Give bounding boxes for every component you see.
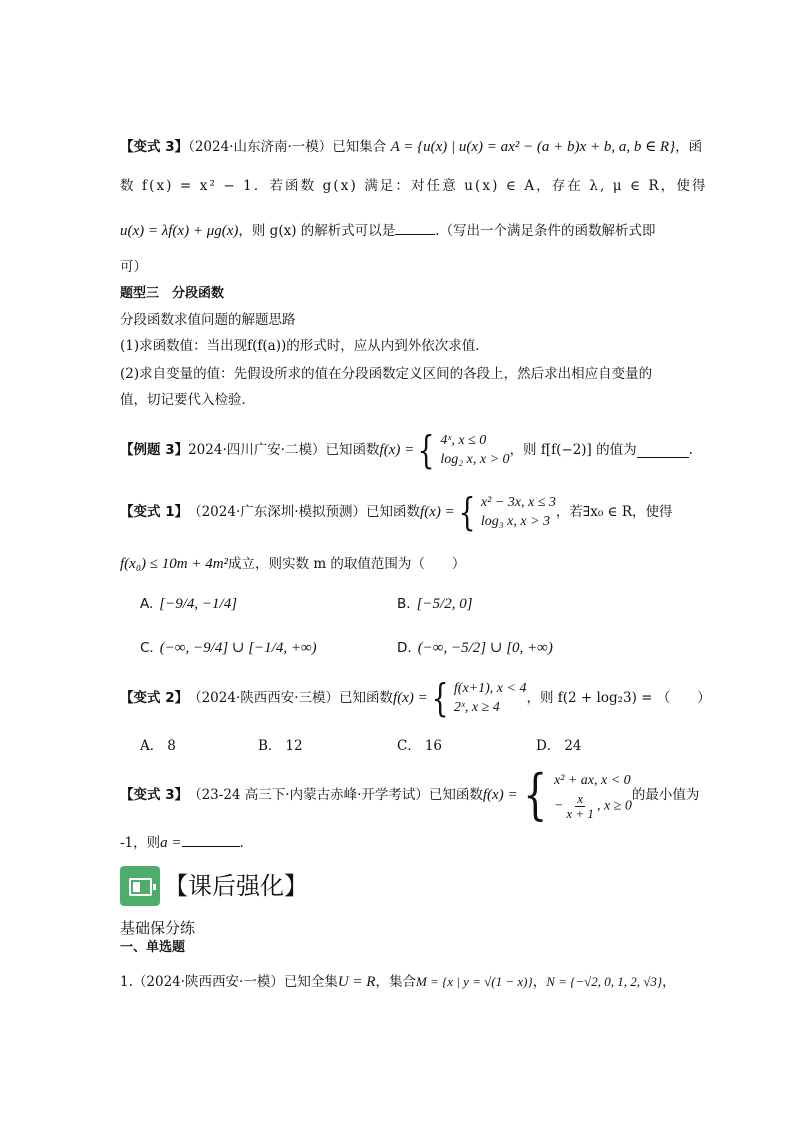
variant1-line2 [120, 554, 465, 574]
problem-text: ，若∃x₀ ∈ R，使得 [555, 504, 673, 520]
answer-blank[interactable] [182, 832, 240, 847]
option-text: 8 [167, 738, 176, 754]
problem-text: 已知函数 [428, 787, 483, 803]
case-2: log₂ x, x > 0 [440, 452, 510, 467]
problem-text: ，则 g(x) 的解析式可以是 [238, 223, 396, 239]
variant3-line1 [120, 137, 702, 157]
problem-text: -1，则 [120, 835, 161, 851]
option-d[interactable] [397, 638, 553, 658]
option-text: 16 [424, 738, 443, 754]
problem-text: . [239, 835, 244, 851]
variant2 [120, 678, 711, 718]
case-1: 4ˣ, x ≤ 0 [440, 433, 487, 448]
set-m: M = {x | y = √(1 − x)} [415, 974, 533, 989]
option-text: [−9/4, −1/4] [159, 596, 238, 612]
source-note: （2024·陕西西安·三模） [188, 690, 340, 706]
question-number: 1. [120, 974, 133, 990]
option-text: (−∞, −9/4] ∪ [−1/4, +∞) [159, 640, 317, 656]
problem-text: 已知全集 [283, 974, 338, 990]
equation: u(x) = λf(x) + μg(x) [120, 223, 239, 239]
option-label: D． [536, 738, 561, 754]
source-note: （2024·广东深圳·模拟预测） [188, 504, 367, 520]
variant3-line2 [120, 176, 708, 196]
function-lhs: f(x) = [420, 504, 455, 520]
variant3-line4 [120, 257, 147, 277]
problem-text: ， [532, 974, 547, 990]
option-a[interactable] [140, 736, 176, 756]
variant3-line3 [120, 220, 656, 241]
fraction-numerator: x [577, 790, 584, 806]
piecewise: { f(x+1), x < 4 2ˣ, x ≥ 4 [431, 676, 527, 720]
question-1 [120, 972, 676, 992]
variant-tag: 【变式 3】 [120, 139, 189, 155]
paragraph: 值，切记要代入检验． [120, 392, 255, 408]
option-label: A. [140, 596, 154, 612]
option-a[interactable] [140, 594, 237, 614]
variable-a: a = [160, 835, 182, 851]
fraction-denominator: x + 1 [566, 805, 594, 821]
problem-text: 已知函数 [325, 442, 380, 458]
paragraph: (2)求自变量的值：先假设所求的值在分段函数定义区间的各段上，然后求出相应自变量的 [120, 366, 653, 382]
function-lhs: f(x) = [482, 787, 518, 803]
section-title: 【课后强化】 [164, 872, 308, 900]
problem-text: ，则 f(2 + log₂3) = （ ） [526, 690, 711, 706]
example3: 【例题 3】 2024·四川广安·二模） 已知函数 f(x) = { 4ˣ, x ≤ 0 log₂ x, x > 0 ，则 f[f(−2)] 的值为 . [120, 428, 693, 472]
option-b[interactable] [258, 736, 303, 756]
function-lhs: f(x) = [393, 690, 428, 706]
problem-text: ，集合 [375, 974, 416, 990]
variant-tag: 【变式 2】 [120, 690, 189, 706]
battery-icon [129, 878, 152, 896]
source-note: 2024·四川广安·二模） [188, 442, 326, 458]
problem-text: 可） [120, 259, 147, 275]
piecewise: { x² − 3x, x ≤ 3 log₃ x, x > 3 [458, 490, 556, 534]
option-text: 12 [285, 738, 303, 754]
problem-text: 已知集合 [332, 139, 387, 155]
problem-text: 数 f(x) = x² − 1．若函数 g(x) 满足：对任意 u(x) ∈ A，存在 λ, μ ∈ R，使得 [120, 178, 708, 194]
option-text: (−∞, −5/2] ∪ [0, +∞) [417, 640, 553, 656]
option-d[interactable] [536, 736, 582, 756]
answer-blank[interactable] [395, 220, 435, 235]
option-text: 24 [564, 738, 582, 754]
source-note: （2024·陕西西安·一模） [132, 974, 284, 990]
paragraph: (1)求函数值：当出现f(f(a))的形式时，应从内到外依次求值． [120, 338, 489, 354]
option-label: B． [258, 738, 282, 754]
option-label: C． [397, 738, 421, 754]
option-b[interactable] [397, 594, 473, 614]
option-c[interactable] [140, 638, 317, 658]
case-1: f(x+1), x < 4 [453, 681, 527, 696]
case-2: − $\frac{x}{x + 1}$ , x ≥ 0 [553, 790, 632, 821]
question-type-heading: 一、单选题 [120, 940, 186, 955]
subheading: 基础保分练 [120, 919, 196, 937]
piecewise: { 4ˣ, x ≤ 0 log₂ x, x > 0 [417, 428, 510, 472]
problem-text: 已知函数 [339, 690, 394, 706]
variant-tag: 【变式 3】 [120, 787, 189, 803]
variant1 [120, 492, 673, 532]
problem-text: 已知函数 [366, 504, 421, 520]
problem-text: ，函 [675, 139, 703, 155]
piecewise: { x² + ax, x < 0 − $\frac{x}{x + 1}$ , x ≥ 0 [522, 763, 632, 826]
case-1: x² − 3x, x ≤ 3 [480, 495, 556, 510]
variant3b [120, 763, 700, 826]
source-note: （2024·山东济南·一模） [188, 139, 333, 155]
set-expression: A = {u(x) | u(x) = ax² − (a + b)x + b, a, b ∈ R} [390, 139, 676, 155]
paragraph: 分段函数求值问题的解题思路 [120, 312, 296, 328]
inequality: f(x₀) ≤ 10m + 4m² [120, 556, 229, 572]
problem-text: ， [662, 974, 676, 990]
option-label: B. [397, 596, 411, 612]
option-c[interactable] [397, 736, 442, 756]
section-heading: 题型三 分段函数 [120, 286, 225, 301]
problem-text: ，则 f[f(−2)] 的值为 [509, 442, 637, 458]
answer-blank[interactable] [637, 443, 689, 458]
variant-tag: 【变式 1】 [120, 504, 189, 520]
variant3b-line2 [120, 832, 244, 853]
option-text: [−5/2, 0] [416, 596, 473, 612]
case-condition: , x ≥ 0 [596, 798, 632, 814]
universal-set: U = R [337, 974, 376, 990]
set-n: N = {−√2, 0, 1, 2, √3} [546, 974, 663, 989]
option-label: A． [140, 738, 164, 754]
option-label: C. [140, 640, 154, 656]
problem-text: .（写出一个满足条件的函数解析式即 [435, 223, 656, 239]
problem-text: 成立，则实数 m 的取值范围为（ ） [228, 556, 466, 572]
case-1: x² + ax, x < 0 [553, 772, 631, 788]
case-2: 2ˣ, x ≥ 4 [453, 700, 500, 715]
source-note: （23-24 高三下·内蒙古赤峰·开学考试） [188, 787, 429, 803]
option-label: D. [397, 640, 412, 656]
example-tag: 【例题 3】 [120, 442, 189, 458]
function-lhs: f(x) = [379, 442, 415, 458]
section-icon [120, 866, 160, 906]
problem-text: 的最小值为 [631, 787, 700, 803]
case-2: log₃ x, x > 3 [480, 514, 551, 529]
